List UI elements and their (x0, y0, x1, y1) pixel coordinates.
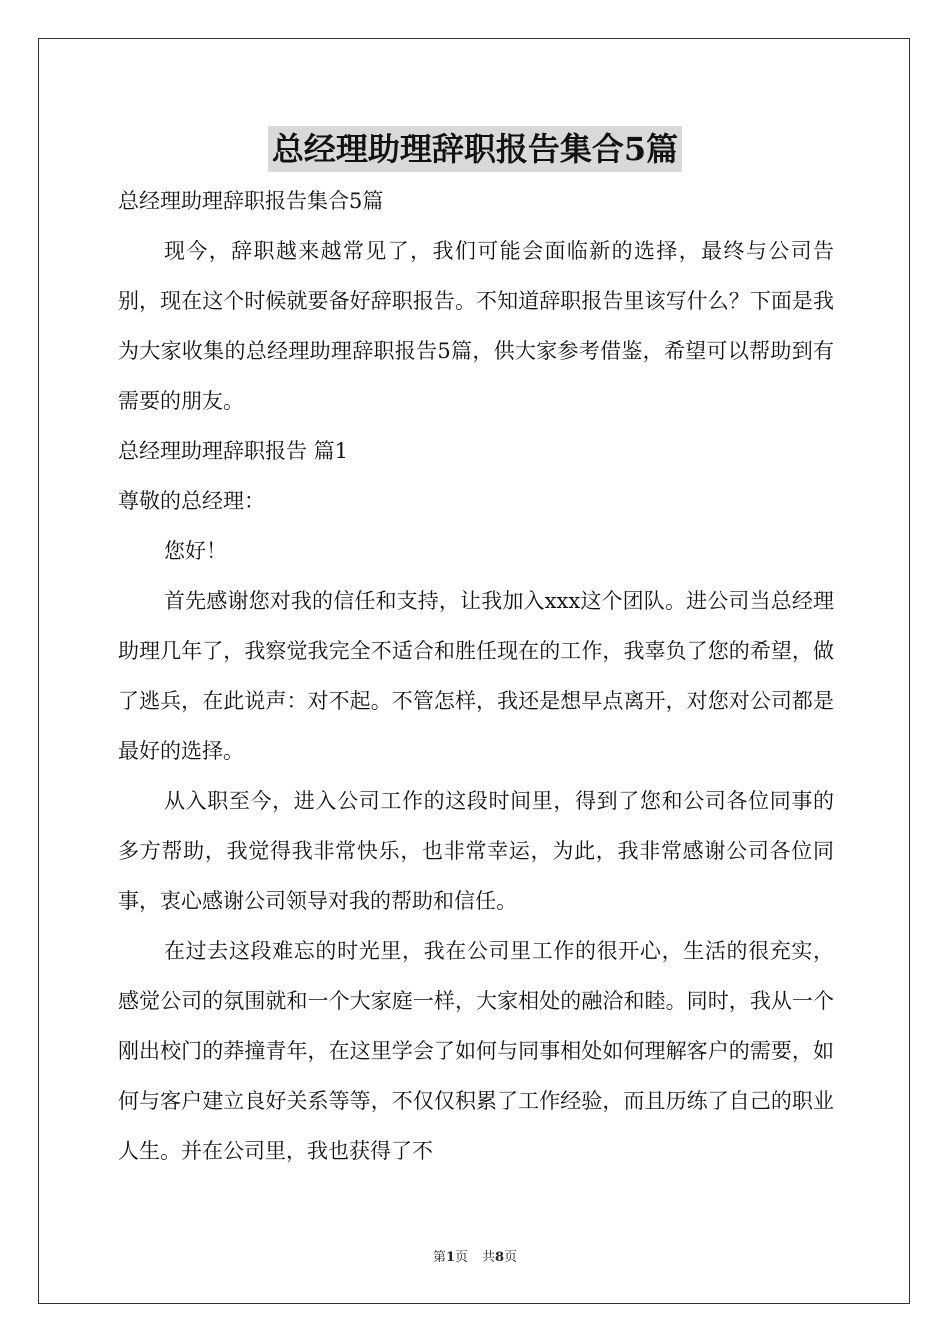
page-total: 8 (495, 1250, 505, 1265)
section-heading: 总经理助理辞职报告 篇1 (118, 439, 349, 463)
document-subtitle: 总经理助理辞职报告集合5篇 (118, 189, 384, 213)
paragraph: 从入职至今，进入公司工作的这段时间里，得到了您和公司各位同事的多方帮助，我觉得我非常快乐，也非常幸运，为此，我非常感谢公司各位同事，衷心感谢公司领导对我的帮助和信任。 (118, 789, 834, 913)
salutation: 尊敬的总经理： (118, 489, 265, 513)
document-body (118, 176, 834, 1176)
total-suffix: 页 (504, 1250, 518, 1265)
page-label-prefix: 第 (432, 1250, 446, 1265)
paragraph: 现今，辞职越来越常见了，我们可能会面临新的选择，最终与公司告别，现在这个时候就要备好辞职报告。不知道辞职报告里该写什么？下面是我为大家收集的总经理助理辞职报告5篇，供大家参考借鉴，希望可以帮助到有需要的朋友。 (118, 239, 834, 413)
paragraph: 在过去这段难忘的时光里，我在公司里工作的很开心，生活的很充实，感觉公司的氛围就和一个大家庭一样，大家相处的融洽和睦。同时，我从一个刚出校门的莽撞青年，在这里学会了如何与同事相处如何理解客户的需要，如何与客户建立良好关系等等，不仅仅积累了工作经验，而且历练了自己的职业人生。并在公司里，我也获得了不 (118, 939, 834, 1163)
greeting: 您好！ (164, 539, 227, 563)
title-wrap (0, 126, 950, 172)
page-current: 1 (445, 1250, 455, 1265)
document-title: 总经理助理辞职报告集合5篇 (268, 126, 682, 172)
total-prefix: 共 (482, 1250, 496, 1265)
paragraph: 首先感谢您对我的信任和支持，让我加入xxx这个团队。进公司当总经理助理几年了，我察觉我完全不适合和胜任现在的工作，我辜负了您的希望，做了逃兵，在此说声：对不起。不管怎样，我还是想早点离开，对您对公司都是最好的选择。 (118, 589, 834, 763)
page-footer (0, 1246, 950, 1265)
page-label-suffix: 页 (454, 1250, 468, 1265)
